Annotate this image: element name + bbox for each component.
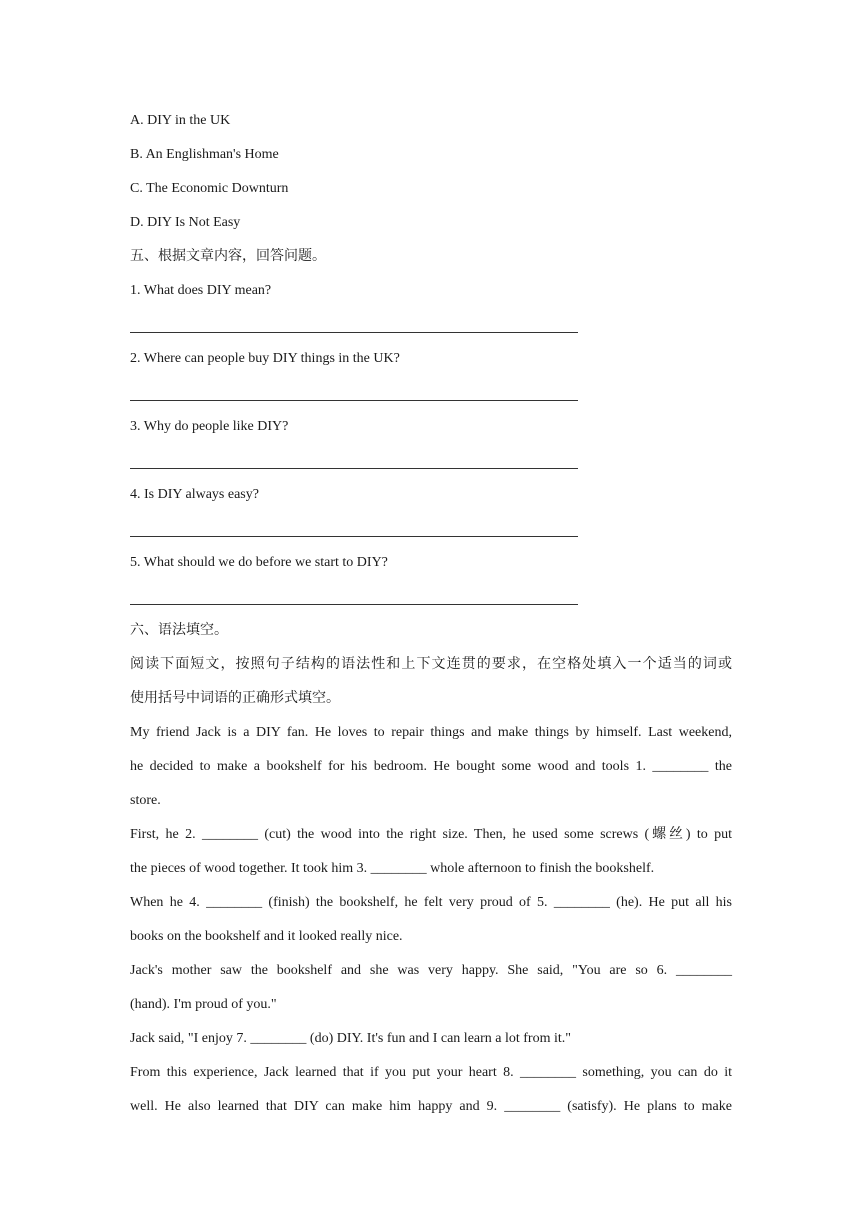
question-1: 1. What does DIY mean?	[130, 283, 272, 298]
option-c: C. The Economic Downturn	[130, 181, 289, 196]
answer-line-1[interactable]	[130, 308, 732, 342]
passage-line: store.	[130, 793, 161, 808]
passage-line: First, he 2. ________ (cut) the wood into the right size. Then, he used some screws (螺丝) to put	[130, 827, 732, 842]
passage-line: he decided to make a bookshelf for his bedroom. He bought some wood and tools 1. ________ the	[130, 759, 732, 774]
option-a: A. DIY in the UK	[130, 113, 231, 128]
answer-line-4[interactable]	[130, 512, 732, 546]
question-5: 5. What should we do before we start to DIY?	[130, 555, 388, 570]
passage-line: well. He also learned that DIY can make him happy and 9. ________ (satisfy). He plans to make	[130, 1099, 732, 1114]
passage-line: (hand). I'm proud of you."	[130, 997, 277, 1012]
passage-line: Jack's mother saw the bookshelf and she was very happy. She said, "You are so 6. ________	[130, 963, 732, 978]
section-5-heading: 五、根据文章内容，回答问题。	[130, 249, 326, 264]
question-3: 3. Why do people like DIY?	[130, 419, 289, 434]
section-6-heading: 六、语法填空。	[130, 623, 228, 638]
underline	[130, 536, 578, 537]
passage-line: books on the bookshelf and it looked really nice.	[130, 929, 403, 944]
instruction-line-2: 使用括号中词语的正确形式填空。	[130, 691, 340, 706]
question-4: 4. Is DIY always easy?	[130, 487, 259, 502]
passage-line: When he 4. ________ (finish) the bookshelf, he felt very proud of 5. ________ (he). He put all his	[130, 895, 732, 910]
option-d: D. DIY Is Not Easy	[130, 215, 241, 230]
question-2: 2. Where can people buy DIY things in the UK?	[130, 351, 400, 366]
underline	[130, 468, 578, 469]
passage-line: My friend Jack is a DIY fan. He loves to repair things and make things by himself. Last weekend,	[130, 725, 732, 740]
instruction-line-1: 阅读下面短文，按照句子结构的语法性和上下文连贯的要求，在空格处填入一个适当的词或	[130, 657, 732, 672]
answer-options	[130, 104, 732, 240]
underline	[130, 332, 578, 333]
passage-line: Jack said, "I enjoy 7. ________ (do) DIY. It's fun and I can learn a lot from it."	[130, 1031, 571, 1046]
option-b: B. An Englishman's Home	[130, 147, 279, 162]
section-5	[130, 240, 732, 614]
underline	[130, 400, 578, 401]
answer-line-5[interactable]	[130, 580, 732, 614]
answer-line-2[interactable]	[130, 376, 732, 410]
section-6	[130, 614, 732, 1124]
underline	[130, 604, 578, 605]
worksheet-page	[130, 104, 732, 1124]
passage-line: From this experience, Jack learned that if you put your heart 8. ________ something, you can do it	[130, 1065, 732, 1080]
passage-line: the pieces of wood together. It took him 3. ________ whole afternoon to finish the bookshelf.	[130, 861, 655, 876]
answer-line-3[interactable]	[130, 444, 732, 478]
